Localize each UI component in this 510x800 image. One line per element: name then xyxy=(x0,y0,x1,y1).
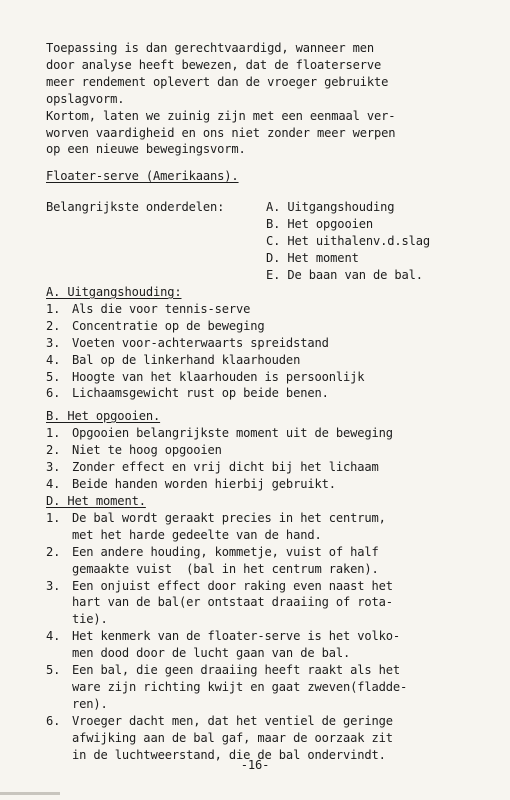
item-number: 2. xyxy=(46,318,61,333)
item-line: Niet te hoog opgooien xyxy=(72,442,222,457)
section-b-title: B. Het opgooien. xyxy=(46,409,161,423)
text-line: door analyse heeft bewezen, dat de floaterserve xyxy=(46,57,382,72)
item-line: Hoogte van het klaarhouden is persoonlijk xyxy=(72,369,365,384)
item-number: 6. xyxy=(46,713,61,728)
item-number: 3. xyxy=(46,578,61,593)
item-line: Een onjuist effect door raking even naast het xyxy=(72,578,393,593)
heading-text: Floater-serve (Amerikaans). xyxy=(46,169,239,183)
item-line: Beide handen worden hierbij gebruikt. xyxy=(72,476,336,491)
list-item xyxy=(46,369,480,386)
item-number: 3. xyxy=(46,459,61,474)
item-line: Opgooien belangrijkste moment uit de beweging xyxy=(72,425,393,440)
text-line: Kortom, laten we zuinig zijn met een eenmaal ver- xyxy=(46,108,396,123)
parts-list-item: E. De baan van de bal. xyxy=(266,267,423,282)
item-number: 3. xyxy=(46,335,61,350)
parts-list-item: B. Het opgooien xyxy=(266,216,373,231)
item-line: Een bal, die geen draaiing heeft raakt als het xyxy=(72,663,401,678)
intro-paragraph xyxy=(46,40,480,158)
parts-list xyxy=(266,199,430,284)
list-item xyxy=(46,662,480,713)
item-number: 2. xyxy=(46,442,61,457)
scan-mark xyxy=(0,792,60,795)
text-line: worven vaardigheid en ons niet zonder meer werpen xyxy=(46,125,396,140)
item-line: tie). xyxy=(72,612,108,627)
list-item xyxy=(46,318,480,335)
page-number: -16- xyxy=(240,758,270,772)
section-heading xyxy=(46,168,480,185)
list-item xyxy=(46,544,480,578)
item-number: 4. xyxy=(46,476,61,491)
item-line: Een andere houding, kommetje, vuist of half xyxy=(72,544,379,559)
item-number: 6. xyxy=(46,386,61,401)
list-item xyxy=(46,510,480,544)
section-a-title: A. Uitgangshouding: xyxy=(46,285,182,299)
list-item xyxy=(46,301,480,318)
list-item xyxy=(46,385,480,402)
section-b xyxy=(46,408,480,493)
list-item xyxy=(46,442,480,459)
item-line: Lichaamsgewicht rust op beide benen. xyxy=(72,386,329,401)
item-number: 1. xyxy=(46,301,61,316)
item-line: Zonder effect en vrij dicht bij het lichaam xyxy=(72,459,379,474)
parts-list-item: A. Uitgangshouding xyxy=(266,200,395,214)
item-number: 4. xyxy=(46,629,61,644)
list-item xyxy=(46,476,480,493)
section-d xyxy=(46,493,480,764)
text-line: Toepassing is dan gerechtvaardigd, wanneer men xyxy=(46,41,375,55)
list-item xyxy=(46,628,480,662)
item-line: Als die voor tennis-serve xyxy=(72,301,251,316)
parts-list-item: C. Het uithalenv.d.slag xyxy=(266,233,431,248)
item-line: men dood door de lucht gaan van de bal. xyxy=(72,646,351,661)
item-number: 5. xyxy=(46,369,61,384)
item-line: afwijking aan de bal gaf, maar de oorzaak zit xyxy=(72,730,393,745)
section-a xyxy=(46,284,480,402)
item-number: 4. xyxy=(46,352,61,367)
item-line: Bal op de linkerhand klaarhouden xyxy=(72,352,301,367)
item-line: ware zijn richting kwijt en gaat zweven(fladde- xyxy=(72,679,408,694)
item-number: 5. xyxy=(46,663,61,678)
item-line: met het harde gedeelte van de hand. xyxy=(72,527,322,542)
item-line: De bal wordt geraakt precies in het centrum, xyxy=(72,510,386,525)
item-number: 1. xyxy=(46,510,61,525)
item-number: 2. xyxy=(46,544,61,559)
list-item xyxy=(46,578,480,629)
list-item xyxy=(46,459,480,476)
text-line: op een nieuwe bewegingsvorm. xyxy=(46,142,246,157)
item-line: ren). xyxy=(72,696,108,711)
parts-list-item: D. Het moment xyxy=(266,250,359,265)
item-line: hart van de bal(er ontstaat draaiing of rota- xyxy=(72,595,393,610)
list-item xyxy=(46,352,480,369)
section-d-title: D. Het moment. xyxy=(46,494,146,508)
item-line: Concentratie op de beweging xyxy=(72,318,265,333)
item-line: in de luchtweerstand, die de bal ondervindt. xyxy=(72,747,386,762)
item-line: Vroeger dacht men, dat het ventiel de geringe xyxy=(72,713,393,728)
item-line: Het kenmerk van de floater-serve is het volko- xyxy=(72,629,401,644)
item-line: gemaakte vuist (bal in het centrum raken). xyxy=(72,561,379,576)
list-item xyxy=(46,335,480,352)
parts-label: Belangrijkste onderdelen: xyxy=(46,200,225,214)
list-item xyxy=(46,713,480,764)
item-number: 1. xyxy=(46,425,61,440)
list-item xyxy=(46,425,480,442)
text-line: meer rendement oplevert dan de vroeger gebruikte xyxy=(46,74,389,89)
item-line: Voeten voor-achterwaarts spreidstand xyxy=(72,335,329,350)
text-line: opslagvorm. xyxy=(46,91,125,106)
